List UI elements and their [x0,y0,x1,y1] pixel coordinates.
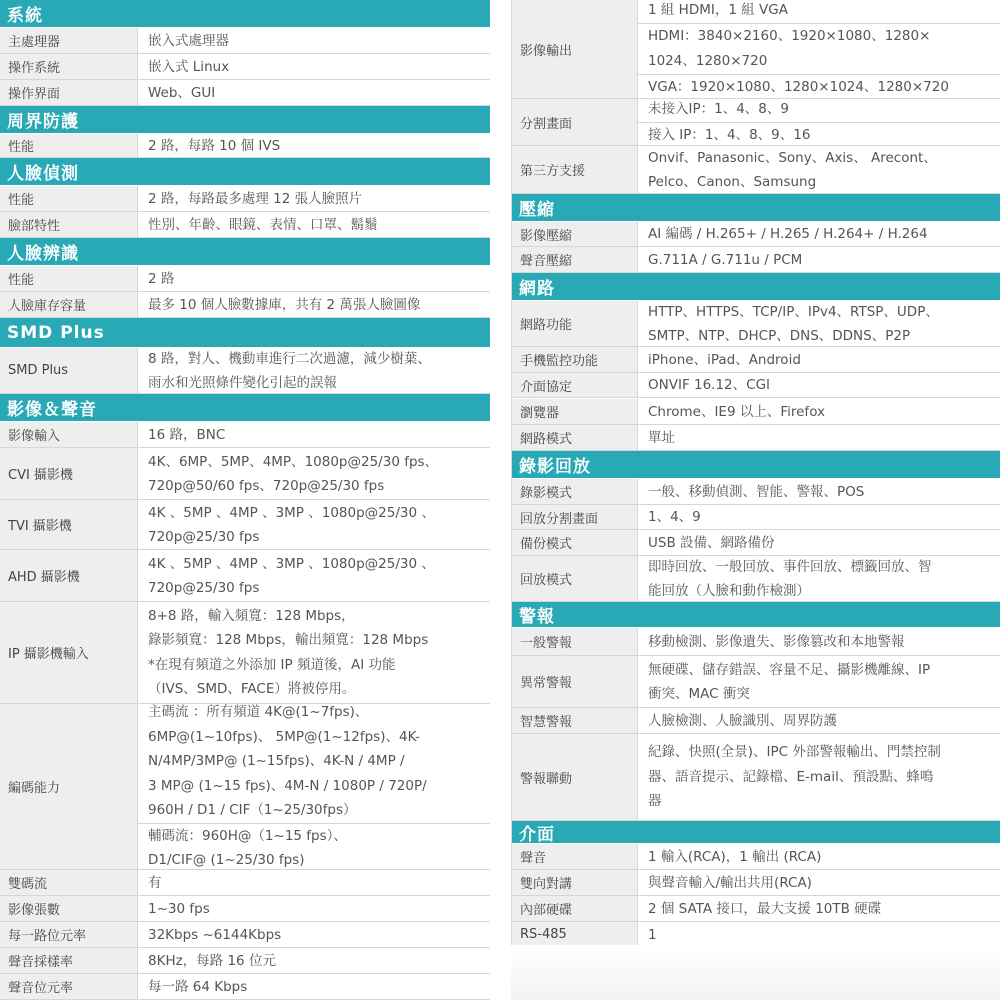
spec-row [0,186,490,212]
spec-label: 聲音壓縮 [512,247,638,272]
spec-label: 影像壓縮 [512,222,638,246]
spec-value [638,556,1000,601]
spec-value [638,99,1000,145]
spec-value [138,704,490,869]
spec-value-text: 16 路，BNC [148,426,226,443]
spec-value-text: 最多 10 個人臉數據庫，共有 2 萬張人臉圖像 [148,296,421,313]
section-title: 周界防護 [7,112,79,132]
spec-value [138,348,490,393]
spec-label: 編碼能力 [0,704,138,869]
section-title: 影像＆聲音 [7,400,97,420]
spec-value [138,448,490,499]
spec-row [0,602,490,704]
spec-row [0,212,490,238]
left-spec-table [0,0,490,1000]
right-spec-table [511,0,1000,948]
spec-value-line: 1 組 HDMI，1 組 VGA [638,0,1000,24]
spec-value [638,530,1000,555]
spec-row [0,80,490,106]
section-title: 人臉偵測 [7,164,79,184]
spec-row [0,134,490,158]
spec-value [138,54,490,79]
spec-value [138,500,490,549]
spec-value [138,292,490,317]
spec-row [512,505,1000,530]
spec-label: 分割畫面 [512,99,638,145]
spec-value-text: N/4MP/3MP@ (1~15fps)、4K-N / 4MP / [148,753,405,770]
spec-value-text: HTTP、HTTPS、TCP/IP、IPv4、RTSP、UDP、 [648,303,939,320]
spec-value-text: D1/CIF@ (1~25/30 fps) [148,852,305,869]
spec-label: TVI 攝影機 [0,500,138,549]
spec-value-text: 1~30 fps [148,900,210,917]
spec-row [512,628,1000,656]
spec-label: 性能 [0,266,138,291]
spec-value [138,870,490,895]
spec-value-text: 錄影頻寬：128 Mbps，輸出頻寬：128 Mbps [148,632,429,648]
section-title: 壓縮 [519,200,555,220]
spec-value-text: （IVS、SMD、FACE）將被停用。 [148,681,356,697]
spec-value-text: 單址 [648,429,675,446]
spec-value-text: Chrome、IE9 以上、Firefox [648,403,826,420]
spec-value [638,870,1000,895]
spec-value-text: 720p@25/30 fps [148,579,260,596]
spec-row [0,500,490,550]
spec-value-text: 4K、6MP、5MP、4MP、1080p@25/30 fps、 [148,453,439,470]
spec-value-text: HDMI：3840×2160、1920×1080、1280× [648,28,931,44]
spec-value-text: 2 個 SATA 接口，最大支援 10TB 硬碟 [648,900,882,917]
spec-label: 內部硬碟 [512,896,638,921]
spec-label: 聲音採樣率 [0,948,138,973]
spec-row [0,292,490,318]
section-header [512,602,1000,628]
spec-value-text: 衝突、MAC 衝突 [648,685,750,702]
spec-label: SMD Plus [0,348,138,393]
spec-value-text: 與聲音輸入/輸出共用(RCA) [648,874,812,891]
spec-value-text: ONVIF 16.12、CGI [648,377,771,393]
spec-value-text: 移動檢測、影像遺失、影像篡改和本地警報 [648,633,905,650]
spec-value [138,80,490,105]
spec-value-text: 紀錄、快照(全景)、IPC 外部警報輸出、門禁控制 [648,744,941,761]
spec-label: 網路模式 [512,425,638,450]
spec-label: 智慧警報 [512,708,638,733]
spec-value-text: 2 路，每路最多處理 12 張人臉照片 [148,190,363,207]
spec-row [512,247,1000,273]
section-title: 系統 [7,6,43,26]
spec-value-text: 器、語音提示、記錄檔、E-mail、預設點、蜂鳴 [648,768,934,785]
spec-label: 影像輸出 [512,0,638,98]
spec-value-text: iPhone、iPad、Android [648,351,801,368]
spec-row [0,704,490,870]
section-header [0,394,490,422]
spec-row [512,301,1000,347]
spec-value [638,708,1000,733]
spec-value [138,550,490,601]
spec-label: AHD 攝影機 [0,550,138,601]
spec-value-line: 未接入IP：1、4、8、9 [638,97,1000,123]
spec-row [512,656,1000,708]
spec-row [0,922,490,948]
spec-value-text: 4K 、5MP 、4MP 、3MP 、1080p@25/30 、 [148,555,435,572]
spec-value [638,399,1000,424]
spec-value-text: 人臉檢測、人臉識別、周界防護 [648,712,837,729]
spec-value [138,266,490,291]
spec-label: 人臉庫存容量 [0,292,138,317]
spec-label: 手機監控功能 [512,347,638,372]
spec-value [638,505,1000,529]
spec-value [138,974,490,999]
spec-row [512,347,1000,373]
spec-value-line: 接入 IP：1、4、8、9、16 [648,126,811,143]
spec-row [512,896,1000,922]
spec-row [0,348,490,394]
spec-value-text: 960H / D1 / CIF（1~25/30fps） [148,802,357,819]
spec-value [638,628,1000,655]
spec-value-text: 1 [648,926,657,943]
spec-label: 影像張數 [0,896,138,921]
spec-value-text: USB 設備、網路備份 [648,534,775,551]
spec-row [512,479,1000,505]
spec-value-text: 器 [648,793,662,810]
spec-value [138,134,490,157]
spec-label: 錄影模式 [512,479,638,504]
spec-value [638,373,1000,397]
spec-value-line [638,24,1000,75]
spec-value [638,0,1000,98]
spec-value-text: 8KHz，每路 16 位元 [148,952,276,969]
spec-value-text: 有 [148,874,162,891]
bottom-shade [511,945,1000,1000]
spec-row [0,974,490,1000]
spec-value [638,347,1000,372]
spec-value-text: Pelco、Canon、Samsung [648,173,817,190]
spec-label: RS-485 [512,922,638,947]
spec-value-text: 嵌入式處理器 [148,32,229,49]
section-header [0,238,490,266]
spec-value [138,422,490,447]
spec-label: 主處理器 [0,28,138,53]
spec-value-text: AI 編碼 / H.265+ / H.265 / H.264+ / H.264 [648,226,928,242]
spec-label: 介面協定 [512,373,638,397]
spec-value [638,922,1000,947]
spec-row [512,844,1000,870]
spec-value [638,656,1000,707]
spec-row [0,448,490,500]
spec-label: 雙向對講 [512,870,638,895]
spec-value-text: 1 輸入(RCA)，1 輸出 (RCA) [648,848,822,865]
spec-value [138,896,490,921]
spec-label: 一般警報 [512,628,638,655]
spec-value-text: 雨水和光照條件變化引起的誤報 [148,374,337,391]
spec-value [138,212,490,237]
spec-value-text: 一般、移動偵測、智能、警報、POS [648,483,865,500]
spec-value-text: 2 路，每路 10 個 IVS [148,137,281,154]
spec-value [638,734,1000,820]
section-title: 介面 [519,824,555,845]
spec-row [512,399,1000,425]
spec-row [0,948,490,974]
section-header [512,821,1000,844]
spec-row [512,734,1000,821]
spec-value-text: 1024、1280×720 [648,53,768,69]
spec-label: 聲音 [512,844,638,869]
spec-label: 聲音位元率 [0,974,138,999]
spec-value-line: VGA：1920×1080、1280×1024、1280×720 [648,79,949,95]
section-title: SMD Plus [7,322,105,343]
spec-value-text: 每一路 64 Kbps [148,978,248,995]
spec-row [0,54,490,80]
section-header [512,273,1000,301]
spec-value-text: G.711A / G.711u / PCM [648,251,803,268]
spec-value-text: 無硬碟、儲存錯誤、容量不足、攝影機離線、IP [648,661,931,678]
spec-value [638,844,1000,869]
section-title: 網路 [519,279,555,299]
section-header [0,0,490,28]
spec-value-text: 性別、年齡、眼鏡、表情、口罩、鬍鬚 [148,216,378,233]
spec-row [512,0,1000,99]
spec-value-text: *在現有頻道之外添加 IP 頻道後，AI 功能 [148,656,396,673]
spec-value [138,186,490,211]
column-divider [490,0,511,1000]
spec-value-text: 3 MP@ (1~15 fps)、4M-N / 1080P / 720P/ [148,777,427,794]
section-header [0,106,490,134]
spec-row [512,425,1000,451]
spec-row [512,222,1000,247]
spec-row [512,556,1000,602]
spec-label: 第三方支援 [512,146,638,193]
spec-row [0,28,490,54]
spec-row [512,530,1000,556]
spec-label: 異常警報 [512,656,638,707]
spec-value-text: SMTP、NTP、DHCP、DNS、DDNS、P2P [648,327,911,344]
spec-value [138,28,490,53]
spec-label: 網路功能 [512,301,638,346]
spec-value-text: 8 路，對人、機動車進行二次過濾，減少樹葉、 [148,350,431,367]
spec-label: 性能 [0,186,138,211]
spec-value-text: Onvif、Panasonic、Sony、Axis、 Arecont、 [648,149,937,166]
section-header [512,194,1000,222]
spec-value-text: 720p@50/60 fps、720p@25/30 fps [148,477,385,494]
spec-label: 備份模式 [512,530,638,555]
spec-value-text: 4K 、5MP 、4MP 、3MP 、1080p@25/30 、 [148,504,435,521]
section-header [0,158,490,186]
spec-value-block [138,700,490,824]
spec-value-text: 720p@25/30 fps [148,528,260,545]
spec-label: CVI 攝影機 [0,448,138,499]
spec-value-text: 2 路 [148,270,175,287]
spec-value [638,301,1000,346]
spec-value [138,602,490,703]
spec-row [512,708,1000,734]
spec-value-text: Web、GUI [148,84,216,101]
spec-value [638,896,1000,921]
spec-label: 操作系統 [0,54,138,79]
spec-row [0,266,490,292]
spec-value-text: 6MP@(1~10fps)、 5MP@(1~12fps)、4K- [148,728,420,745]
spec-label: 警報聯動 [512,734,638,820]
spec-row [512,373,1000,398]
spec-value-text: 主碼流 ：所有頻道 4K@(1~7fps)、 [148,704,369,721]
section-title: 錄影回放 [519,457,591,477]
spec-value [138,948,490,973]
spec-value-text: 能回放（人臉和動作檢測） [648,582,810,599]
spec-value-text: 嵌入式 Linux [148,58,230,75]
spec-label: 雙碼流 [0,870,138,895]
section-title: 警報 [519,607,555,627]
spec-row [0,896,490,922]
spec-value [638,479,1000,504]
spec-label: 回放分割畫面 [512,505,638,529]
spec-value-text: 8+8 路，輸入頻寬：128 Mbps， [148,607,355,624]
spec-label: 性能 [0,134,138,157]
spec-value-text: 32Kbps ~6144Kbps [148,926,282,943]
spec-label: 臉部特性 [0,212,138,237]
spec-row [512,146,1000,194]
spec-value [638,222,1000,246]
spec-label: IP 攝影機輸入 [0,602,138,703]
spec-label: 每一路位元率 [0,922,138,947]
spec-value [638,247,1000,272]
spec-value-text: 1、4、9 [648,509,701,525]
spec-label: 影像輸入 [0,422,138,447]
spec-value-text: 輔碼流：960H@（1~15 fps）、 [148,827,347,844]
spec-row [512,99,1000,146]
spec-value [638,425,1000,450]
spec-label: 瀏覽器 [512,399,638,424]
section-header [0,318,490,348]
spec-row [512,870,1000,896]
spec-value [138,922,490,947]
section-header [512,451,1000,479]
spec-row [0,422,490,448]
spec-value-block [138,824,490,873]
spec-value-text: 即時回放、一般回放、事件回放、標籤回放、智 [648,558,932,575]
section-title: 人臉辨識 [7,244,79,264]
spec-value [638,146,1000,193]
spec-label: 操作界面 [0,80,138,105]
spec-row [0,870,490,896]
spec-label: 回放模式 [512,556,638,601]
spec-row [0,550,490,602]
